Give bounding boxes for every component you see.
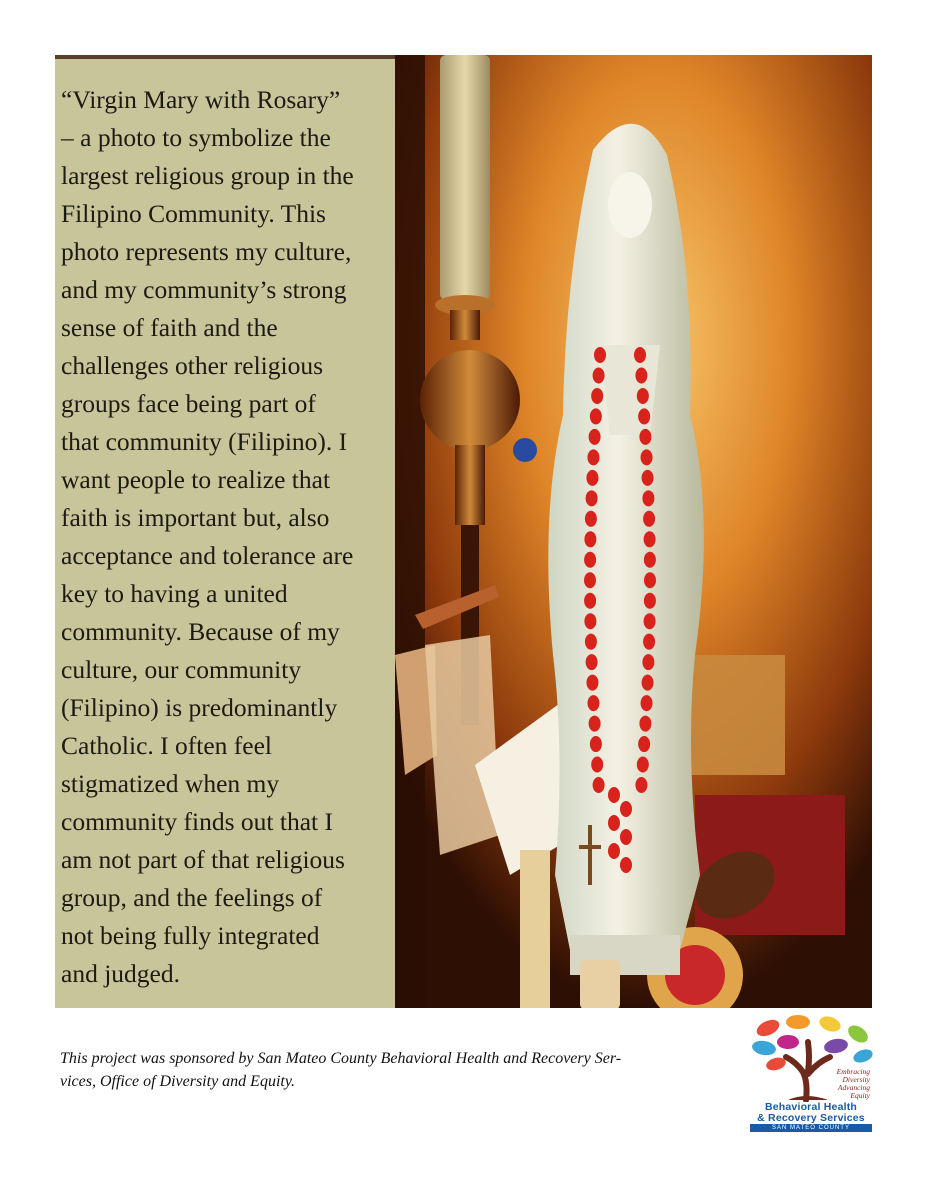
rosary-bead — [642, 490, 654, 506]
rosary-bead — [584, 593, 596, 609]
rosary-bead — [590, 408, 602, 424]
rosary-bead — [591, 757, 603, 773]
rosary-bead — [608, 843, 620, 859]
story-text: “Virgin Mary with Rosary” – a photo to symbolize the largest religious group in the Filipino Community. This photo represents my culture, and my community’s strong sense of faith and the challenges other religious groups face being part of that community (Filipino). I want people to realize that faith is important but, also acceptance and tolerance are key to having a united community. Because of my culture, our community (Filipino) is predominantly Catholic. I often feel stigmatized when my community finds out that I am not part of that religious group, and the feelings of not being fully integrated and judged. — [61, 85, 354, 988]
rosary-bead — [608, 815, 620, 831]
logo-title-line-1: Behavioral Health — [764, 1101, 858, 1113]
rosary-bead — [589, 429, 601, 445]
rosary-bead — [585, 634, 597, 650]
rosary-bead — [639, 429, 651, 445]
rosary-bead — [589, 716, 601, 732]
rosary-bead — [590, 736, 602, 752]
rosary-bead — [644, 552, 656, 568]
rosary-bead — [642, 654, 654, 670]
rosary-bead — [593, 367, 605, 383]
rosary-bead — [620, 801, 632, 817]
sponsor-caption: This project was sponsored by San Mateo County Behavioral Health and Recovery Ser- vices, Office of Diversity and Equity. — [60, 1050, 622, 1090]
tagline-line-2: Diversity — [842, 1075, 870, 1084]
tagline-line-4: Equity — [850, 1091, 870, 1100]
rosary-bead — [584, 572, 596, 588]
rosary-bead — [586, 675, 598, 691]
story-panel — [55, 55, 395, 1008]
rosary-bead — [644, 613, 656, 629]
logo-county-bar: SAN MATEO COUNTY — [750, 1124, 872, 1132]
rosary-bead — [641, 695, 653, 711]
rosary-bead — [608, 787, 620, 803]
rosary-bead — [639, 716, 651, 732]
rosary-bead — [644, 593, 656, 609]
rosary-bead — [638, 408, 650, 424]
virgin-mary-rosary-photo — [395, 55, 872, 1008]
rosary-bead — [584, 613, 596, 629]
rosary-bead — [643, 511, 655, 527]
logo-tagline — [816, 1068, 870, 1100]
logo-title-line-2: & Recovery Services — [757, 1112, 865, 1124]
rosary-bead — [638, 736, 650, 752]
photo-illustration — [395, 55, 872, 1008]
rosary-bead — [642, 675, 654, 691]
rosary-bead — [637, 388, 649, 404]
rosary-bead — [587, 449, 599, 465]
rosary-bead — [637, 757, 649, 773]
rosary-bead — [584, 531, 596, 547]
rosary-bead — [586, 654, 598, 670]
rosary-bead — [585, 511, 597, 527]
bhrs-logo — [748, 1012, 874, 1130]
rosary-bead — [635, 777, 647, 793]
rosary-bead — [586, 490, 598, 506]
rosary-bead — [591, 388, 603, 404]
tagline-line-3: Advancing — [837, 1083, 870, 1092]
rosary-bead — [644, 531, 656, 547]
rosary-bead — [643, 634, 655, 650]
tagline-line-1: Embracing — [836, 1067, 870, 1076]
rosary-bead — [634, 347, 646, 363]
rosary-bead — [644, 572, 656, 588]
rosary-bead — [641, 449, 653, 465]
rosary-bead — [620, 857, 632, 873]
poster-panel — [55, 55, 872, 1008]
rosary-bead — [593, 777, 605, 793]
rosary-bead — [620, 829, 632, 845]
rosary-bead — [594, 347, 606, 363]
rosary-bead — [584, 552, 596, 568]
rosary-bead — [586, 470, 598, 486]
rosary-bead — [635, 367, 647, 383]
rosary-bead — [642, 470, 654, 486]
rosary-bead — [587, 695, 599, 711]
